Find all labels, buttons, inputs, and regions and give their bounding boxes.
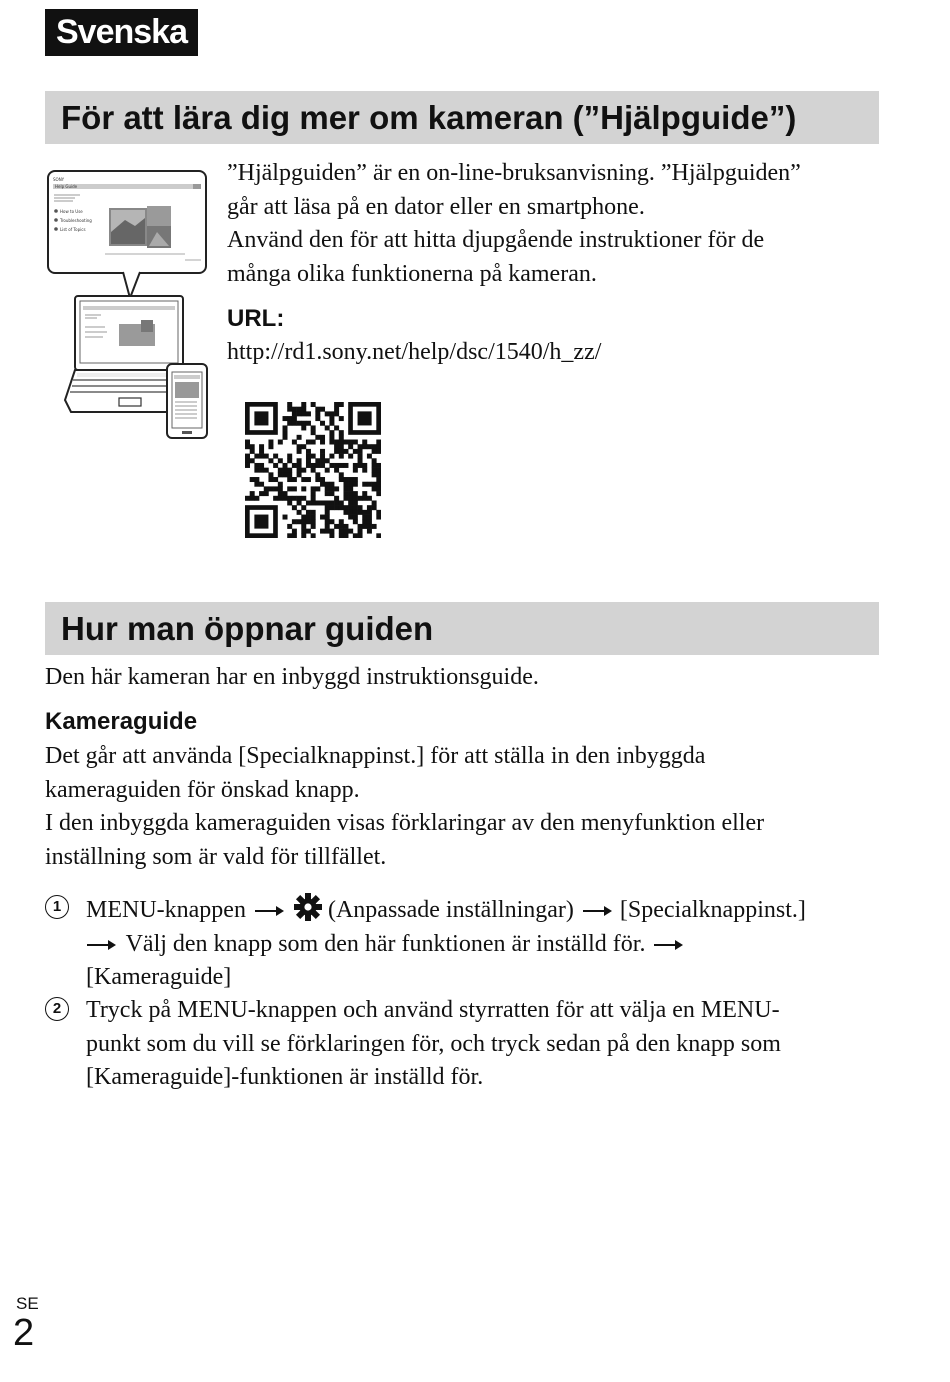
kameraguide-paragraph bbox=[45, 740, 905, 874]
arrow-right-icon bbox=[580, 904, 614, 918]
step1-custom-key: [Specialknappinst.] bbox=[619, 897, 806, 923]
step2-line-2: punkt som du vill se förklaringen för, och tryck sedan på den knapp som bbox=[86, 1030, 781, 1057]
step1-select-button: Välj den knapp som den här funktionen är inställd för. bbox=[125, 930, 646, 957]
step2-line-3: [Kameraguide]-funktionen är inställd för. bbox=[86, 1064, 484, 1090]
subheading-kameraguide: Kameraguide bbox=[45, 708, 198, 735]
description-line-4: många olika funktionerna på kameran. bbox=[227, 260, 597, 287]
illustration-page-title: Help Guide bbox=[55, 184, 78, 189]
smartphone-illustration bbox=[167, 364, 207, 438]
section-title-help-guide: För att lära dig mer om kameran (”Hjälpguide”) bbox=[45, 91, 879, 144]
help-guide-description bbox=[227, 157, 877, 291]
qr-code[interactable] bbox=[245, 402, 381, 538]
section-title-open-guide: Hur man öppnar guiden bbox=[45, 602, 879, 655]
device-illustration bbox=[45, 168, 210, 440]
help-guide-screen-illustration bbox=[48, 171, 206, 298]
step2-line-1: Tryck på MENU-knappen och använd styrratten för att välja en MENU- bbox=[86, 997, 780, 1023]
illustration-menu-3: List of Topics bbox=[60, 227, 86, 232]
paragraph-line-1: Det går att använda [Specialknappinst.] för att ställa in den inbyggda bbox=[45, 743, 706, 769]
paragraph-line-3: I den inbyggda kameraguiden visas förklaringar av den menyfunktion eller bbox=[45, 810, 765, 836]
step-number-1: 1 bbox=[45, 895, 69, 919]
illustration-menu-1: How to Use bbox=[60, 209, 83, 214]
description-line-2: går att läsa på en dator eller en smartphone. bbox=[227, 193, 645, 220]
step-number-2: 2 bbox=[45, 997, 69, 1021]
footer-language-code: SE bbox=[16, 1294, 39, 1313]
paragraph-line-2: kameraguiden för önskad knapp. bbox=[45, 776, 360, 803]
language-tab: Svenska bbox=[45, 9, 198, 56]
step1-custom-settings: (Anpassade inställningar) bbox=[327, 897, 574, 923]
illustration-brand: SONY bbox=[53, 177, 65, 182]
description-line-3: Använd den för att hitta djupgående instruktioner för de bbox=[227, 227, 765, 253]
step1-menu-button: MENU-knappen bbox=[86, 897, 246, 923]
footer-page-number: 2 bbox=[13, 1312, 35, 1354]
arrow-right-icon bbox=[651, 938, 685, 952]
laptop-illustration bbox=[65, 296, 183, 412]
help-guide-url[interactable]: http://rd1.sony.net/help/dsc/1540/h_zz/ bbox=[227, 339, 602, 365]
illustration-menu-2: Troubleshooting bbox=[60, 218, 92, 223]
step-2 bbox=[45, 994, 885, 1095]
description-line-1: ”Hjälpguiden” är en on-line-bruksanvisning. ”Hjälpguiden” bbox=[227, 160, 801, 186]
arrow-right-icon bbox=[252, 904, 286, 918]
arrow-right-icon bbox=[86, 938, 120, 952]
step1-camera-guide: [Kameraguide] bbox=[86, 964, 232, 990]
step-1 bbox=[45, 892, 885, 995]
camera-guide-intro: Den här kameran har en inbyggd instruktionsguide. bbox=[45, 664, 539, 690]
gear-icon bbox=[292, 892, 324, 922]
url-label: URL: bbox=[227, 305, 285, 332]
paragraph-line-4: inställning som är vald för tillfället. bbox=[45, 843, 387, 870]
